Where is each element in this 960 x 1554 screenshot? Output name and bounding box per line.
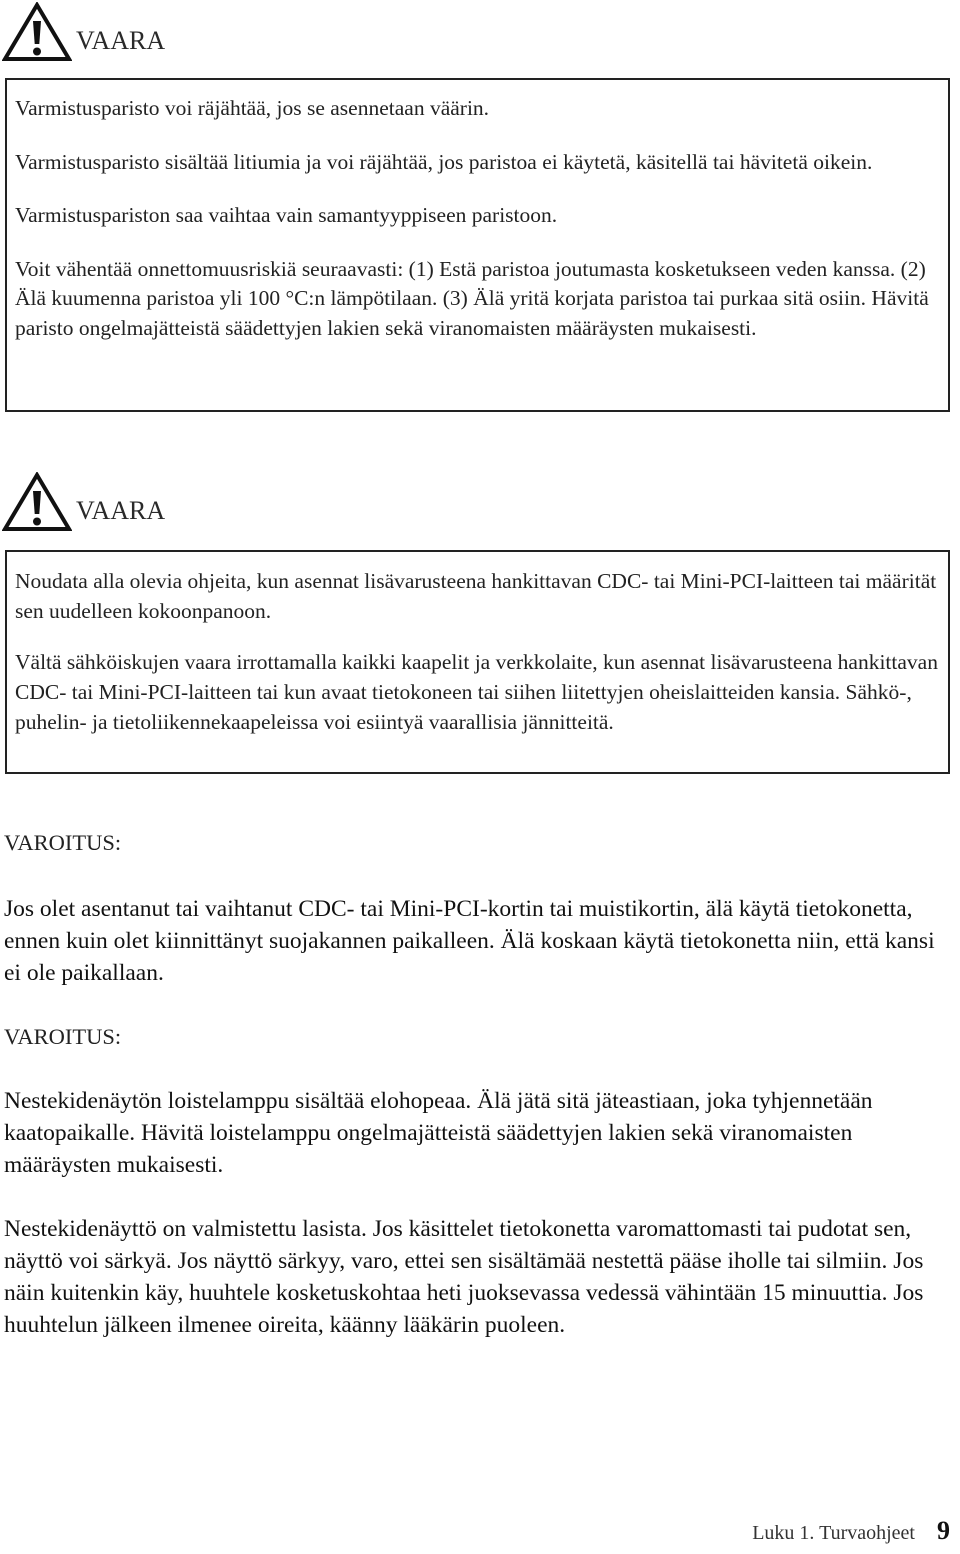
warning-triangle-icon <box>2 2 72 62</box>
caution-label-1: VAROITUS: <box>4 830 122 855</box>
danger-text: Voit vähentää onnettomuusriskiä seuraavasti: (1) Estä paristoa joutumasta kosketukseen veden kanssa. (2) Älä kuumenna paristoa yli 100 °C:n lämpötilaan. (3) Älä yritä korjata paristoa tai purkaa sitä osiin. Hävitä paristo ongelmajätteistä säädettyjen lakien sekä viranomaisten määräysten mukaisesti. <box>15 256 929 340</box>
warning-triangle-icon <box>2 472 72 532</box>
danger-box-1 <box>5 78 950 412</box>
caution-text-2b: Nestekidenäyttö on valmistettu lasista. Jos käsittelet tietokonetta varomattomasti tai pudotat sen, näyttö voi särkyä. Jos näyttö särkyy, varo, ettei sen sisältämää nestettä pääse iholle tai silmiin. Jos näin kuitenkin käy, huuhtele kosketuskohtaa heti juoksevassa vedessä vähintään 15 minuuttia. Jos huuhtelun jälkeen ilmenee oireita, käänny lääkärin puoleen. <box>4 1216 924 1338</box>
danger-text: Varmistuspariston saa vaihtaa vain samantyyppiseen paristoon. <box>15 203 558 227</box>
danger-header-2 <box>2 472 165 532</box>
page-footer <box>752 1516 950 1546</box>
danger-header-1 <box>2 2 165 62</box>
danger-title: VAARA <box>76 26 166 55</box>
danger-text: Varmistusparisto sisältää litiumia ja voi räjähtää, jos paristoa ei käytetä, käsitellä tai hävitetä oikein. <box>15 149 873 174</box>
danger-text: Noudata alla olevia ohjeita, kun asennat lisävarusteena hankittavan CDC- tai Mini-PCI-laitteen tai määrität sen uudelleen kokoonpanoon. <box>15 569 937 623</box>
danger-text: Vältä sähköiskujen vaara irrottamalla kaikki kaapelit ja verkkolaite, kun asennat lisävarusteena hankittavan CDC- tai Mini-PCI-laitteen tai kun avaat tietokoneen tai siihen liitettyjen oheislaitteiden kansia. Sähkö-, puhelin- ja tietoliikennekaapeleissa voi esiintyä vaarallisia jännitteitä. <box>15 650 938 734</box>
danger-box-2 <box>5 550 950 774</box>
caution-label-2: VAROITUS: <box>4 1024 122 1049</box>
danger-title: VAARA <box>76 496 166 525</box>
caution-text-1: Jos olet asentanut tai vaihtanut CDC- tai Mini-PCI-kortin tai muistikortin, älä käytä tietokonetta, ennen kuin olet kiinnittänyt suojakannen paikalleen. Älä koskaan käytä tietokonetta niin, että kansi ei ole paikallaan. <box>4 896 935 986</box>
danger-text: Varmistusparisto voi räjähtää, jos se asennetaan väärin. <box>15 96 490 120</box>
page-number: 9 <box>937 1516 950 1545</box>
caution-text-2a: Nestekidenäytön loistelamppu sisältää elohopeaa. Älä jätä sitä jäteastiaan, joka tyhjennetään kaatopaikalle. Hävitä loistelamppu ongelmajätteistä säädettyjen lakien sekä viranomaisten määräysten mukaisesti. <box>4 1088 873 1178</box>
chapter-label: Luku 1. Turvaohjeet <box>752 1522 915 1544</box>
